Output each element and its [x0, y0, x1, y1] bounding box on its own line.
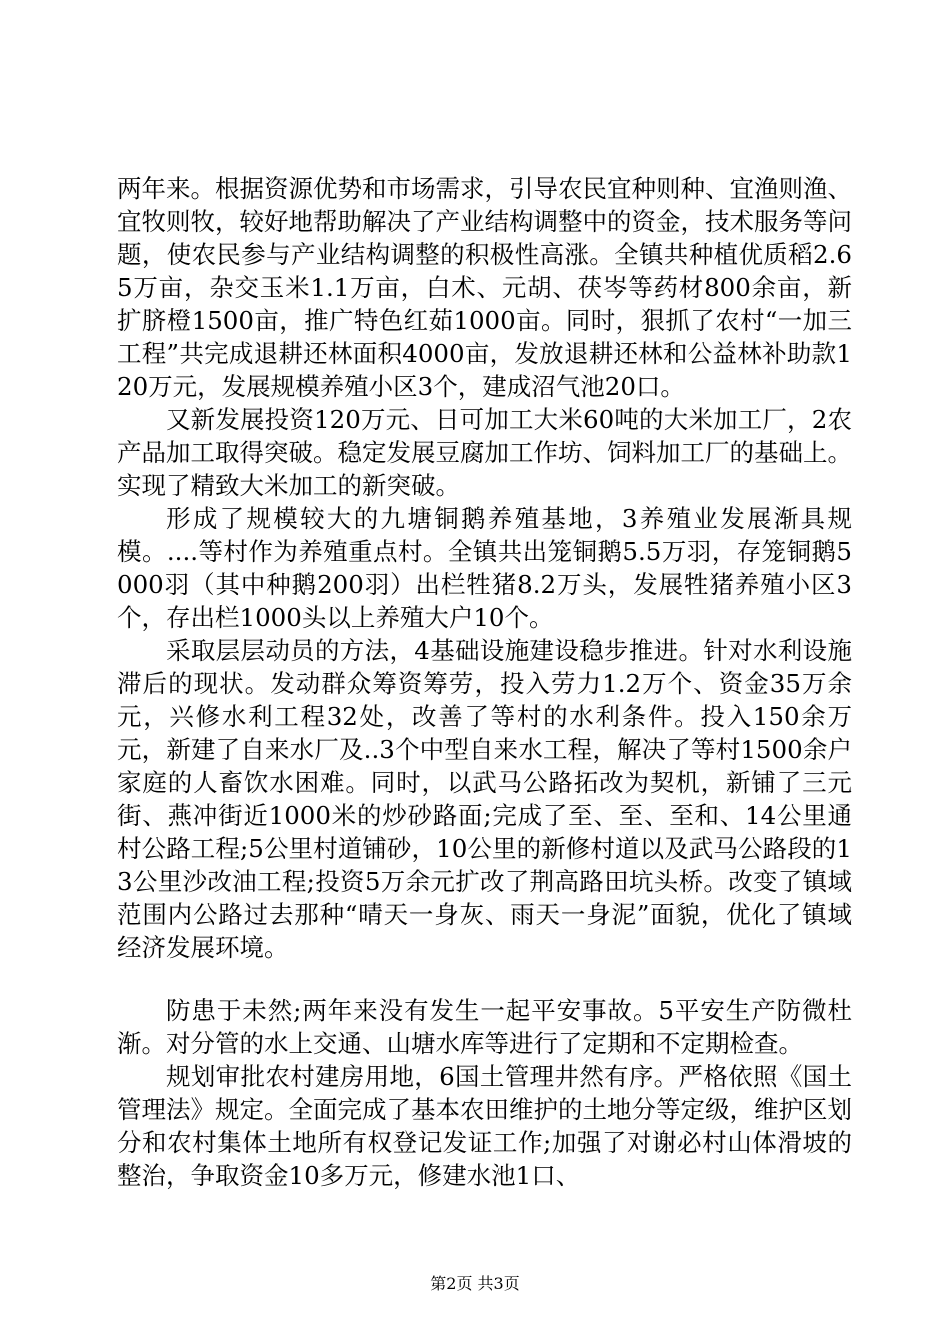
paragraph-4: 采取层层动员的方法，4基础设施建设稳步推进。针对水利设施滞后的现状。发动群众筹资筹劳，投入劳力1.2万个、资金35万余元，兴修水利工程32处，改善了等村的水利条件。投入150余万元，新建了自来水厂及..3个中型自来水工程，解决了等村1500余户家庭的人畜饮水困难。同时，以武马公路拓改为契机，新铺了三元街、燕冲街近1000米的炒砂路面;完成了至、至、至和、14公里通村公路工程;5公里村道铺砂，10公里的新修村道以及武马公路段的13公里沙改油工程;投资5万余元扩改了荆高路田坑头桥。改变了镇域范围内公路过去那种“晴天一身灰、雨天一身泥”面貌，优化了镇域经济发展环境。	[117, 636, 852, 962]
paragraph-6: 规划审批农村建房用地，6国土管理井然有序。严格依照《国土管理法》规定。全面完成了基本农田维护的土地分等定级，维护区划分和农村集体土地所有权登记发证工作;加强了对谢必村山体滑坡的整治，争取资金10多万元，修建水池1口、	[117, 1062, 852, 1190]
paragraph-3: 形成了规模较大的九塘铜鹅养殖基地，3养殖业发展渐具规模。....等村作为养殖重点村。全镇共出笼铜鹅5.5万羽，存笼铜鹅5000羽（其中种鹅200羽）出栏牲猪8.2万头，发展牲猪养殖小区3个，存出栏1000头以上养殖大户10个。	[117, 504, 852, 632]
paragraph-5: 防患于未然;两年来没有发生一起平安事故。5平安生产防微杜渐。对分管的水上交通、山塘水库等进行了定期和不定期检查。	[117, 996, 852, 1058]
paragraph-1: 两年来。根据资源优势和市场需求，引导农民宜种则种、宜渔则渔、宜牧则牧，较好地帮助解决了产业结构调整中的资金，技术服务等问题，使农民参与产业结构调整的积极性高涨。全镇共种植优质稻2.65万亩，杂交玉米1.1万亩，白术、元胡、茯岑等药材800余亩，新扩脐橙1500亩，推广特色红茹1000亩。同时，狠抓了农村“一加三工程”共完成退耕还林面积4000亩，发放退耕还林和公益林补助款120万元，发展规模养殖小区3个，建成沼气池20口。	[117, 174, 852, 401]
document-body	[117, 172, 852, 1192]
paragraph-gap	[117, 964, 852, 994]
paragraph-2: 又新发展投资120万元、日可加工大米60吨的大米加工厂，2农产品加工取得突破。稳定发展豆腐加工作坊、饲料加工厂的基础上。实现了精致大米加工的新突破。	[117, 405, 852, 500]
page-footer: 第2页 共3页	[430, 1274, 520, 1293]
